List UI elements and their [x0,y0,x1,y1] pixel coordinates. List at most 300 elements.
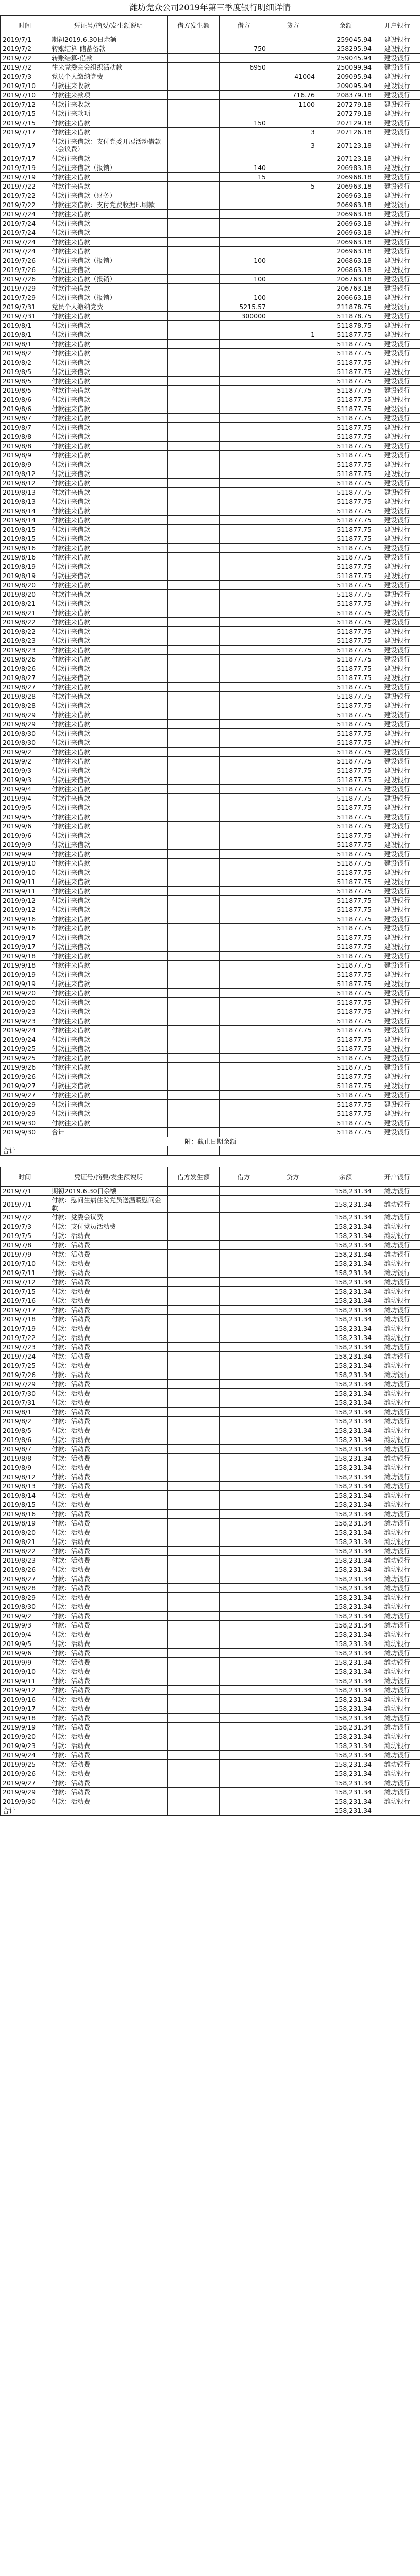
table-cell [220,1007,268,1016]
table-cell [268,1741,317,1751]
table-cell [268,284,317,293]
table-cell: 付款往来借款 [49,933,168,942]
table-cell [220,1500,268,1510]
table-cell: 付款往来借款 [49,655,168,664]
table-cell: 206963.18 [317,191,374,200]
table-row [1,163,420,173]
column-header: 余额 [317,1167,374,1187]
table-cell: 建设银行 [374,1100,420,1109]
table-row [1,284,420,293]
table-cell: 潍坊银行 [374,1482,420,1491]
table-cell: 付款往来借款 [49,284,168,293]
table-cell: 付款往来借款 [49,488,168,497]
table-cell [220,423,268,432]
table-cell: 2019/8/15 [1,1500,49,1510]
table-cell [168,1241,220,1250]
table-cell: 158,231.34 [317,1435,374,1445]
table-cell: 潍坊银行 [374,1510,420,1519]
table-cell: 付款往来借款 [49,553,168,562]
table-cell: 2019/9/9 [1,850,49,859]
table-row [1,1250,420,1259]
table-row [1,1187,420,1196]
table-cell: 付款往来借款 [49,692,168,701]
table-cell: 潍坊银行 [374,1370,420,1380]
table-cell: 潍坊银行 [374,1343,420,1352]
table-cell: 2019/7/19 [1,163,49,173]
table-cell [220,1751,268,1760]
table-cell [168,1584,220,1593]
table-cell [220,182,268,191]
table-cell: 100 [220,256,268,265]
table-cell [220,1333,268,1343]
table-cell [220,1222,268,1231]
table-cell [168,154,220,163]
table-cell [268,1482,317,1491]
column-header: 余额 [317,16,374,35]
table-cell [268,1091,317,1100]
table-cell [268,1426,317,1435]
table-cell: 潍坊银行 [374,1797,420,1806]
table-cell: 付款往来借款：支付党委开展活动借款（会议费） [49,137,168,154]
table-cell: 511877.75 [317,877,374,887]
table-row [1,748,420,757]
table-cell: 211878.75 [317,302,374,312]
table-cell: 建设银行 [374,812,420,822]
table-row [1,228,420,238]
table-cell [268,608,317,618]
table-cell: 建设银行 [374,877,420,887]
table-cell: 158,231.34 [317,1556,374,1565]
table-cell: 建设银行 [374,442,420,451]
table-cell: 2019/8/13 [1,497,49,506]
table-cell [168,534,220,544]
table-cell: 511877.75 [317,1128,374,1137]
table-cell [168,1118,220,1128]
table-cell: 2019/7/19 [1,1324,49,1333]
table-cell [268,1491,317,1500]
table-cell: 付款：活动费 [49,1528,168,1537]
table-cell [220,952,268,961]
table-row [1,1695,420,1704]
table-cell: 2019/9/4 [1,794,49,803]
table-cell: 158,231.34 [317,1343,374,1352]
table-cell: 期初2019.6.30日余额 [49,35,168,44]
table-cell [168,979,220,989]
table-cell [168,1658,220,1667]
table-cell [168,1528,220,1537]
table-cell: 511877.75 [317,961,374,970]
table-cell [220,794,268,803]
table-cell: 2019/8/26 [1,664,49,673]
table-cell [268,896,317,905]
table-cell [268,1612,317,1621]
table-cell: 付款：活动费 [49,1259,168,1268]
table-row [1,794,420,803]
table-cell [168,794,220,803]
table-row [1,1118,420,1128]
table-row [1,1044,420,1054]
table-row [1,618,420,627]
table-cell: 付款往来借款 [49,618,168,627]
table-cell [168,544,220,553]
table-cell: 潍坊银行 [374,1491,420,1500]
table-row [1,1556,420,1565]
table-cell: 2019/7/3 [1,72,49,81]
table-cell: 207279.18 [317,109,374,118]
table-cell: 潍坊银行 [374,1574,420,1584]
table-cell: 建设银行 [374,469,420,479]
table-cell: 2019/8/1 [1,321,49,330]
table-cell: 潍坊银行 [374,1778,420,1788]
table-cell: 158,231.34 [317,1472,374,1482]
table-cell: 潍坊银行 [374,1732,420,1741]
table-row [1,506,420,516]
table-cell [168,1268,220,1278]
table-cell [168,896,220,905]
table-cell: 2019/7/24 [1,228,49,238]
table-cell: 建设银行 [374,571,420,581]
table-cell: 潍坊银行 [374,1621,420,1630]
table-cell: 建设银行 [374,479,420,488]
table-cell [168,1760,220,1769]
table-cell: 100 [220,275,268,284]
table-cell [220,1639,268,1649]
table-row [1,488,420,497]
table-cell: 付款往来借款 [49,1091,168,1100]
table-cell: 511877.75 [317,646,374,655]
table-cell: 付款往来借款 [49,646,168,655]
table-cell: 2019/8/27 [1,683,49,692]
table-cell: 潍坊银行 [374,1352,420,1361]
table-cell: 建设银行 [374,118,420,128]
table-cell: 付款：活动费 [49,1695,168,1704]
table-cell: 511877.75 [317,581,374,590]
table-cell: 511877.75 [317,989,374,998]
table-cell [268,618,317,627]
table-cell: 付款：活动费 [49,1417,168,1426]
table-cell: 付款往来借款 [49,961,168,970]
table-cell [268,1352,317,1361]
table-cell: 158,231.34 [317,1417,374,1426]
table-cell [168,1491,220,1500]
table-cell [168,1797,220,1806]
table-cell [268,321,317,330]
table-cell: 付款往来借款 [49,738,168,748]
table-cell: 6950 [220,63,268,72]
table-cell [268,1213,317,1222]
table-row [1,200,420,210]
table-row [1,933,420,942]
table-cell [268,1389,317,1398]
table-cell: 511877.75 [317,887,374,896]
table-cell [268,81,317,91]
table-cell [268,404,317,414]
table-cell: 2019/8/13 [1,488,49,497]
table-cell: 2019/8/8 [1,1454,49,1463]
table-cell: 2019/8/28 [1,1584,49,1593]
table-cell [220,544,268,553]
table-cell [220,1398,268,1408]
table-row [1,544,420,553]
table-cell: 付款往来借款 [49,386,168,395]
table-row [1,1704,420,1714]
column-header: 借方 [220,16,268,35]
total-cell [168,1806,220,1816]
table-cell: 158,231.34 [317,1778,374,1788]
table-cell: 付款往来借款 [49,228,168,238]
table-cell [168,1639,220,1649]
table-row [1,35,420,44]
table-cell: 潍坊银行 [374,1612,420,1621]
table-cell: 158,231.34 [317,1649,374,1658]
table-cell [268,840,317,850]
table-cell: 2019/8/6 [1,1435,49,1445]
table-cell [220,822,268,831]
column-header: 开户银行 [374,1167,420,1187]
table-cell: 付款往来款项 [49,91,168,100]
table-cell: 2019/9/12 [1,896,49,905]
table-cell [168,1196,220,1213]
table-cell: 建设银行 [374,599,420,608]
table-cell: 158,231.34 [317,1445,374,1454]
table-cell: 511877.75 [317,395,374,404]
table-cell [268,1063,317,1072]
table-cell: 建设银行 [374,896,420,905]
table-row [1,1723,420,1732]
table-cell: 付款：活动费 [49,1343,168,1352]
table-cell [220,970,268,979]
table-cell: 2019/7/10 [1,1259,49,1268]
table-cell: 付款往来借款 [49,720,168,729]
table-cell: 2019/7/12 [1,1278,49,1287]
table-cell: 付款：活动费 [49,1380,168,1389]
table-cell: 158,231.34 [317,1565,374,1574]
table-cell [268,442,317,451]
table-cell: 206763.18 [317,284,374,293]
table-cell [220,1482,268,1491]
table-cell: 511877.75 [317,1044,374,1054]
table-cell: 511877.75 [317,655,374,664]
table-cell: 209095.94 [317,72,374,81]
table-cell [268,1380,317,1389]
table-cell [268,590,317,599]
table-cell [268,451,317,460]
table-cell [220,1044,268,1054]
table-cell [168,1250,220,1259]
table-cell [220,247,268,256]
table-cell: 付款往来借款 [49,905,168,914]
table-cell: 2019/7/29 [1,1380,49,1389]
table-cell [220,1109,268,1118]
table-cell: 511877.75 [317,933,374,942]
table-cell: 2019/7/10 [1,91,49,100]
table-row [1,590,420,599]
table-cell: 付款：活动费 [49,1537,168,1547]
table-cell [220,1296,268,1306]
table-cell: 206663.18 [317,293,374,302]
table-cell [220,998,268,1007]
table-cell: 付款往来借款 [49,118,168,128]
table-cell [168,1352,220,1361]
table-cell: 付款往来收款 [49,81,168,91]
table-cell: 付款往来借款 [49,395,168,404]
table-cell: 511877.75 [317,553,374,562]
table-cell: 158,231.34 [317,1537,374,1547]
table-cell [220,349,268,358]
table-cell: 付款：活动费 [49,1361,168,1370]
table-cell: 付款：活动费 [49,1398,168,1408]
table-cell: 2019/7/31 [1,1398,49,1408]
table-cell: 建设银行 [374,757,420,766]
table-cell: 2019/8/20 [1,590,49,599]
table-cell: 2019/9/26 [1,1769,49,1778]
table-cell: 158,231.34 [317,1259,374,1268]
table-cell: 2019/8/7 [1,414,49,423]
table-cell: 2019/9/4 [1,785,49,794]
table-cell: 建设银行 [374,506,420,516]
column-header: 借方发生额 [168,1167,220,1187]
table-row [1,1007,420,1016]
table-row [1,1621,420,1630]
table-cell [168,1667,220,1676]
table-cell: 付款：活动费 [49,1778,168,1788]
table-row [1,404,420,414]
table-cell: 建设银行 [374,182,420,191]
table-row [1,1016,420,1026]
table-cell [220,1556,268,1565]
table-cell [168,952,220,961]
table-cell [168,961,220,970]
table-row [1,525,420,534]
table-cell [220,1081,268,1091]
table-cell: 付款：活动费 [49,1556,168,1565]
table-cell: 建设银行 [374,1026,420,1035]
table-cell [168,1296,220,1306]
table-cell: 建设银行 [374,1128,420,1137]
table-cell [268,293,317,302]
table-cell: 建设银行 [374,952,420,961]
table-cell [268,664,317,673]
table-cell [268,1602,317,1612]
table-cell: 付款：活动费 [49,1630,168,1639]
table-cell [168,1222,220,1231]
table-cell: 2019/8/21 [1,599,49,608]
table-row [1,692,420,701]
table-cell [268,748,317,757]
table-cell: 付款往来借款 [49,128,168,137]
table-cell [220,367,268,377]
table-cell: 2019/8/1 [1,340,49,349]
table-row [1,109,420,118]
table-cell [168,673,220,683]
table-cell: 2019/8/23 [1,646,49,655]
table-cell [268,599,317,608]
table-row [1,54,420,63]
table-cell [168,210,220,219]
table-cell: 建设银行 [374,1054,420,1063]
table-row [1,1026,420,1035]
table-cell [220,1491,268,1500]
table-cell [268,655,317,664]
table-cell [268,1547,317,1556]
table-cell: 2019/9/24 [1,1035,49,1044]
table-row [1,1760,420,1769]
table-row [1,423,420,432]
table-cell [268,1704,317,1714]
table-cell: 付款往来借款 [49,562,168,571]
table-cell: 付款往来借款 [49,451,168,460]
table-row [1,1081,420,1091]
table-cell: 建设银行 [374,423,420,432]
table-row [1,1667,420,1676]
table-cell [168,1287,220,1296]
table-cell: 511878.75 [317,312,374,321]
table-row [1,803,420,812]
table-row [1,395,420,404]
table-cell [220,1315,268,1324]
table-row [1,1343,420,1352]
table-cell: 建设银行 [374,44,420,54]
table-cell: 付款往来借款 [49,1044,168,1054]
table-cell: 2019/7/15 [1,1287,49,1296]
table-cell: 158,231.34 [317,1361,374,1370]
table-row [1,1445,420,1454]
table-cell [220,238,268,247]
table-cell: 2019/9/11 [1,877,49,887]
table-cell: 2019/9/27 [1,1081,49,1091]
table-cell: 158,231.34 [317,1639,374,1649]
total-cell [268,1146,317,1156]
table-cell: 2019/7/26 [1,265,49,275]
table-cell [220,377,268,386]
table-cell [220,1426,268,1435]
table-cell [168,775,220,785]
table-row [1,952,420,961]
table-cell: 511877.75 [317,534,374,544]
table-row [1,1435,420,1445]
table-cell: 付款往来借款 [49,803,168,812]
table-cell [268,1044,317,1054]
table-cell [268,1315,317,1324]
table-cell [268,154,317,163]
table-cell [220,933,268,942]
table-cell [220,1259,268,1268]
table-cell: 付款往来借款 [49,729,168,738]
table-cell: 付款：活动费 [49,1797,168,1806]
table-row [1,562,420,571]
table-cell: 158,231.34 [317,1732,374,1741]
table-cell: 付款：党委会议费 [49,1213,168,1222]
table-row [1,859,420,868]
table-cell: 潍坊银行 [374,1593,420,1602]
table-cell [168,571,220,581]
table-cell [220,200,268,210]
table-cell: 建设银行 [374,219,420,228]
table-cell [168,1306,220,1315]
table-cell: 建设银行 [374,989,420,998]
table-cell: 潍坊银行 [374,1565,420,1574]
table-cell [220,404,268,414]
table-cell: 2019/7/22 [1,1333,49,1343]
table-cell [220,590,268,599]
table-cell [168,877,220,887]
table-cell: 付款往来借款 [49,358,168,367]
table-cell [220,738,268,748]
table-cell [268,692,317,701]
table-cell: 140 [220,163,268,173]
table-cell [168,1686,220,1695]
table-cell [268,1259,317,1268]
